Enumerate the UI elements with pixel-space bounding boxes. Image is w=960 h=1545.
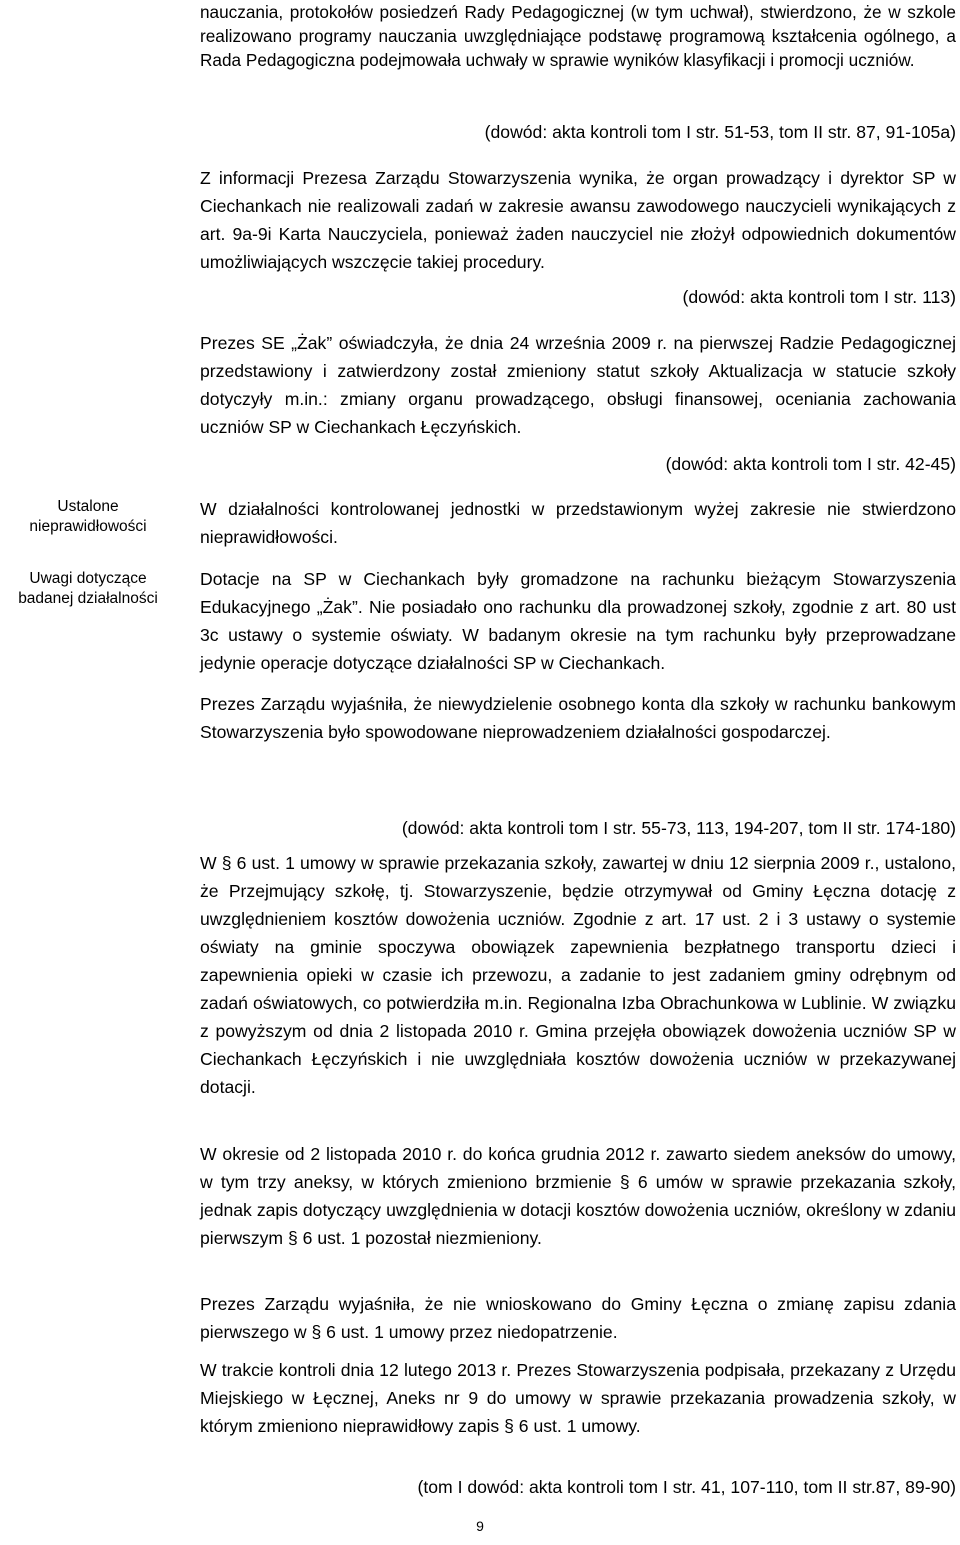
paragraph-no-irregularities: W działalności kontrolowanej jednostki w przedstawionym wyżej zakresie nie stwierdzono nieprawidłowości. <box>200 499 956 547</box>
evidence-reference: (dowód: akta kontroli tom I str. 42-45) <box>665 454 956 474</box>
page-number: 9 <box>476 1518 484 1534</box>
paragraph-professional-promotion: Z informacji Prezesa Zarządu Stowarzyszenia wynika, że organ prowadzący i dyrektor SP w Ciechankach nie realizowali zadań w zakresie awansu zawodowego nauczycieli wynikających z art. 9a-9i Karta Nauczyciela, ponieważ żaden nauczyciel nie złożył odpowiednich dokumentów umożliwiających wszczęcie takiej procedury. <box>200 168 956 272</box>
margin-column <box>0 0 176 1545</box>
paragraph-grants-account: Dotacje na SP w Ciechankach były gromadzone na rachunku bieżącym Stowarzyszenia Edukacyjnego „Żak”. Nie posiadało ono rachunku dla prowadzonej szkoły, zgodnie z art. 80 ust 3c ustawy o systemie oświaty. W badanym okresie na tym rachunku były przeprowadzane jedynie operacje dotyczące działalności SP w Ciechankach. <box>200 569 956 673</box>
paragraph-transport-costs: W § 6 ust. 1 umowy w sprawie przekazania szkoły, zawartej w dniu 12 sierpnia 2009 r., ustalono, że Przejmujący szkołę, tj. Stowarzyszenie, będzie otrzymywał od Gminy Łęczna dotację z uwzględnieniem kosztów dowożenia uczniów. Zgodnie z art. 17 ust. 2 i 3 ustawy o systemie oświaty na gminie spoczywa obowiązek zapewnienia bezpłatnego transportu dzieci i zapewnienia opieki w czasie ich przewozu, a zadanie to jest zadaniem gminy odrębnym od zadań oświatowych, co potwierdziła m.in. Regionalna Izba Obrachunkowa w Lublinie. W związku z powyższym od dnia 2 listopada 2010 r. Gmina przejęła obowiązek dowożenia uczniów SP w Ciechankach Łęczyńskich i nie uwzględniała kosztów dowożenia uczniów w przekazywanej dotacji. <box>200 853 956 1097</box>
evidence-reference: (tom I dowód: akta kontroli tom I str. 41, 107-110, tom II str.87, 89-90) <box>417 1477 956 1497</box>
evidence-reference: (dowód: akta kontroli tom I str. 51-53, tom II str. 87, 91-105a) <box>484 122 956 142</box>
margin-label-remarks: Uwagi dotyczące badanej działalności <box>18 570 158 607</box>
paragraph-annex-9: W trakcie kontroli dnia 12 lutego 2013 r. Prezes Stowarzyszenia podpisała, przekazany z Urzędu Miejskiego w Łęcznej, Aneks nr 9 do umowy w sprawie przekazania prowadzenia szkoły, w którym zmieniono nieprawidłowy zapis § 6 ust. 1 umowy. <box>200 1360 956 1436</box>
paragraph-annexes: W okresie od 2 listopada 2010 r. do końca grudnia 2012 r. zawarto siedem aneksów do umowy, w tym trzy aneksy, w których zmieniono brzmienie § 6 umów w sprawie przekazania szkoły, jednak zapis dotyczący uwzględnienia w dotacji kosztów dowożenia uczniów, określony w zdaniu pierwszym § 6 ust. 1 pozostał niezmieniony. <box>200 1144 956 1248</box>
paragraph-oversight: Prezes Zarządu wyjaśniła, że nie wnioskowano do Gminy Łęczna o zmianę zapisu zdania pierwszego w § 6 ust. 1 umowy przez niedopatrzenie. <box>200 1294 956 1342</box>
paragraph-statute-change: Prezes SE „Żak” oświadczyła, że dnia 24 września 2009 r. na pierwszej Radzie Pedagogicznej przedstawiony i zatwierdzony został zmieniony statut szkoły Aktualizacja w statucie szkoły dotyczyły m.in.: zmiany organu prowadzącego, obsługi finansowej, oceniania zachowania uczniów SP w Ciechankach Łęczyńskich. <box>200 333 956 437</box>
paragraph-president-explanation: Prezes Zarządu wyjaśniła, że niewydzielenie osobnego konta dla szkoły w rachunku bankowym Stowarzyszenia było spowodowane nieprowadzeniem działalności gospodarczej. <box>200 694 956 742</box>
margin-label-irregularities: Ustalone nieprawidłowości <box>29 498 147 535</box>
paragraph-curriculum: nauczania, protokołów posiedzeń Rady Pedagogicznej (w tym uchwał), stwierdzono, że w szkole realizowano programy nauczania uwzględniające podstawę programową kształcenia ogólnego, a Rada Pedagogiczna podejmowała uchwały w sprawie wyników klasyfikacji i promocji uczniów. <box>200 2 956 70</box>
evidence-reference: (dowód: akta kontroli tom I str. 113) <box>682 287 956 307</box>
evidence-reference: (dowód: akta kontroli tom I str. 55-73, 113, 194-207, tom II str. 174-180) <box>401 818 956 838</box>
